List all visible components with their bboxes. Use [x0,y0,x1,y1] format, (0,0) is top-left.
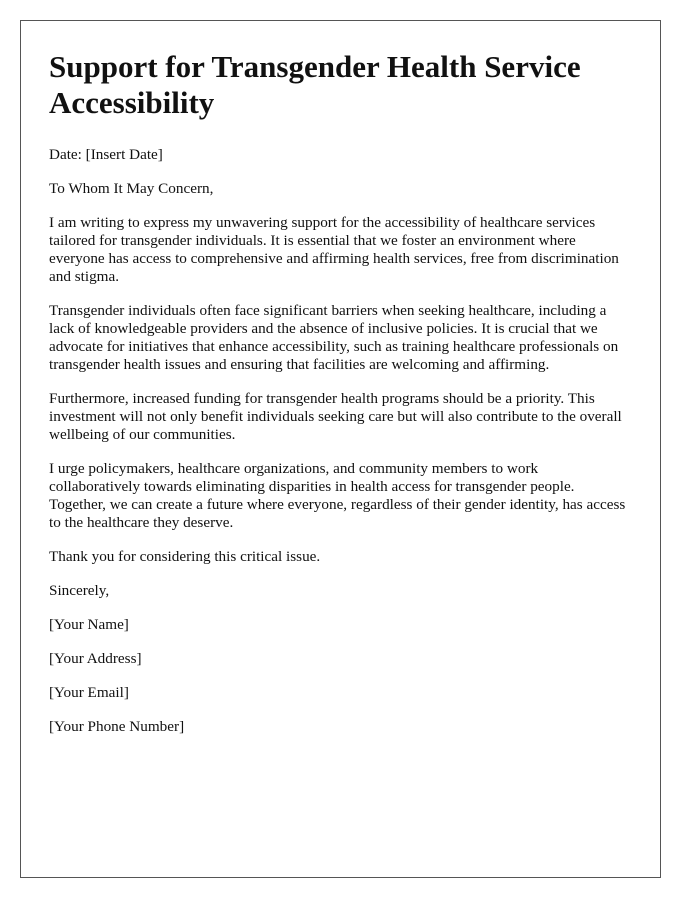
salutation: To Whom It May Concern, [49,180,214,197]
body-paragraph-1: I am writing to express my unwavering support for the accessibility of healthcare services tailored for transgender individuals. It is essential that we foster an environment where everyone has access to comprehensive and affirming health services, free from discrimination and stigma. [49,214,619,285]
signature-email: [Your Email] [49,684,129,701]
body-paragraph-2: Transgender individuals often face significant barriers when seeking healthcare, including a lack of knowledgeable providers and the absence of inclusive policies. It is crucial that we advocate for initiatives that enhance accessibility, such as training healthcare professionals on transgender health issues and ensuring that facilities are welcoming and affirming. [49,302,619,373]
signature-phone: [Your Phone Number] [49,718,185,735]
body-paragraph-5: Thank you for considering this critical issue. [49,548,321,565]
letter-page [20,20,661,878]
closing: Sincerely, [49,582,110,599]
body-paragraph-4: I urge policymakers, healthcare organizations, and community members to work collaboratively towards eliminating disparities in health access for transgender people. Together, we can create a future where everyone, regardless of their gender identity, has access to the healthcare they deserve. [49,460,626,531]
letter-title: Support for Transgender Health Service Accessibility [49,49,581,120]
signature-address: [Your Address] [49,650,142,667]
signature-name: [Your Name] [49,616,129,633]
body-paragraph-3: Furthermore, increased funding for transgender health programs should be a priority. This investment will not only benefit individuals seeking care but will also contribute to the overall wellbeing of our communities. [49,390,622,443]
date-line: Date: [Insert Date] [49,146,163,163]
